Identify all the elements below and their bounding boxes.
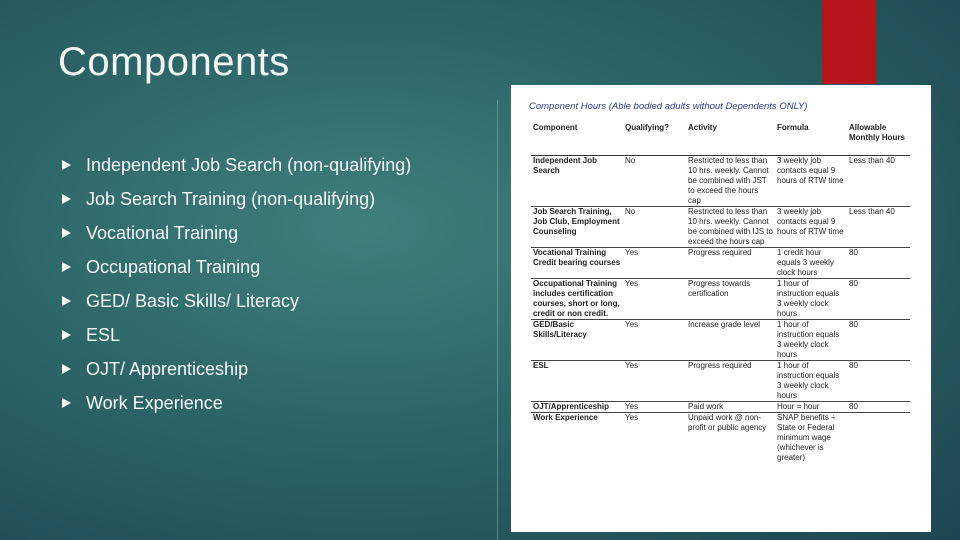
bullet-item (62, 386, 411, 420)
bullet-text: Occupational Training (86, 256, 261, 277)
cell-component: Job Search Training, Job Club, Employment Counseling (531, 207, 623, 248)
table-row (531, 248, 910, 279)
arrow-bullet-icon (62, 262, 71, 272)
cell-activity: Paid work (686, 402, 775, 413)
bullet-text: Job Search Training (non-qualifying) (86, 188, 376, 209)
bullet-text: Independent Job Search (non-qualifying) (86, 154, 412, 175)
cell-qualifying: No (623, 156, 686, 207)
cell-component: Occupational Training includes certification courses, short or long, credit or non credit. (531, 279, 623, 320)
cell-qualifying: Yes (623, 413, 686, 464)
cell-qualifying: Yes (623, 402, 686, 413)
bullet-list (62, 148, 411, 420)
component-hours-table (531, 123, 910, 463)
cell-component: OJT/Apprenticeship (531, 402, 623, 413)
cell-activity: Increase grade level (686, 320, 775, 361)
bullet-item (62, 182, 411, 216)
cell-hours: 80 (847, 248, 910, 279)
cell-formula: SNAP benefits ÷ State or Federal minimum wage (whichever is greater) (775, 413, 847, 464)
cell-qualifying: Yes (623, 320, 686, 361)
cell-qualifying: Yes (623, 279, 686, 320)
cell-qualifying: Yes (623, 248, 686, 279)
arrow-bullet-icon (62, 228, 71, 238)
cell-formula: Hour = hour (775, 402, 847, 413)
cell-qualifying: Yes (623, 361, 686, 402)
bullet-text: OJT/ Apprenticeship (86, 358, 249, 379)
header-qualifying: Qualifying? (623, 123, 686, 156)
bullet-item (62, 216, 411, 250)
bullet-item (62, 250, 411, 284)
arrow-bullet-icon (62, 296, 71, 306)
cell-activity: Progress towards certification (686, 279, 775, 320)
cell-component: Vocational Training Credit bearing courses (531, 248, 623, 279)
cell-component: Work Experience (531, 413, 623, 464)
cell-hours: 80 (847, 320, 910, 361)
cell-hours: Less than 40 (847, 156, 910, 207)
cell-hours: Less than 40 (847, 207, 910, 248)
table-row (531, 402, 910, 413)
header-formula: Formula (775, 123, 847, 156)
header-component: Component (531, 123, 623, 156)
arrow-bullet-icon (62, 364, 71, 374)
table-row (531, 279, 910, 320)
bullet-item (62, 352, 411, 386)
panel-title: Component Hours (Able bodied adults without Dependents ONLY) (529, 101, 808, 112)
cell-activity: Restricted to less than 10 hrs. weekly. Cannot be combined with JST to exceed the hours cap (686, 156, 775, 207)
table-row (531, 320, 910, 361)
arrow-bullet-icon (62, 398, 71, 408)
cell-formula: 3 weekly job contacts equal 9 hours of RTW time (775, 156, 847, 207)
bullet-item (62, 318, 411, 352)
cell-activity: Progress required (686, 248, 775, 279)
bullet-text: ESL (86, 324, 121, 345)
arrow-bullet-icon (62, 160, 71, 170)
table-row (531, 156, 910, 207)
bullet-item (62, 148, 411, 182)
slide-title: Components (58, 40, 290, 84)
table-row (531, 207, 910, 248)
header-hours: Allowable Monthly Hours (847, 123, 910, 156)
cell-formula: 1 hour of instruction equals 3 weekly clock hours (775, 320, 847, 361)
cell-hours: 80 (847, 361, 910, 402)
cell-component: Independent Job Search (531, 156, 623, 207)
cell-formula: 1 hour of instruction equals 3 weekly clock hours (775, 361, 847, 402)
cell-component: ESL (531, 361, 623, 402)
table-header-row (531, 123, 910, 156)
cell-hours: 80 (847, 279, 910, 320)
arrow-bullet-icon (62, 194, 71, 204)
cell-formula: 3 weekly job contacts equal 9 hours of RTW time (775, 207, 847, 248)
header-activity: Activity (686, 123, 775, 156)
cell-component: GED/Basic Skills/Literacy (531, 320, 623, 361)
cell-activity: Progress required (686, 361, 775, 402)
cell-formula: 1 hour of instruction equals 3 weekly clock hours (775, 279, 847, 320)
arrow-bullet-icon (62, 330, 71, 340)
cell-formula: 1 credit hour equals 3 weekly clock hours (775, 248, 847, 279)
cell-qualifying: No (623, 207, 686, 248)
bullet-item (62, 284, 411, 318)
cell-hours: 80 (847, 402, 910, 413)
cell-hours (847, 413, 910, 464)
bullet-text: Vocational Training (86, 222, 239, 243)
table-row (531, 413, 910, 464)
divider-line (497, 100, 498, 540)
cell-activity: Restricted to less than 10 hrs. weekly. Cannot be combined with IJS to exceed the hours cap (686, 207, 775, 248)
component-hours-panel (511, 85, 931, 532)
accent-bar (822, 0, 876, 84)
bullet-text: Work Experience (86, 392, 223, 413)
table-row (531, 361, 910, 402)
cell-activity: Unpaid work @ non-profit or public agency (686, 413, 775, 464)
bullet-text: GED/ Basic Skills/ Literacy (86, 290, 300, 311)
